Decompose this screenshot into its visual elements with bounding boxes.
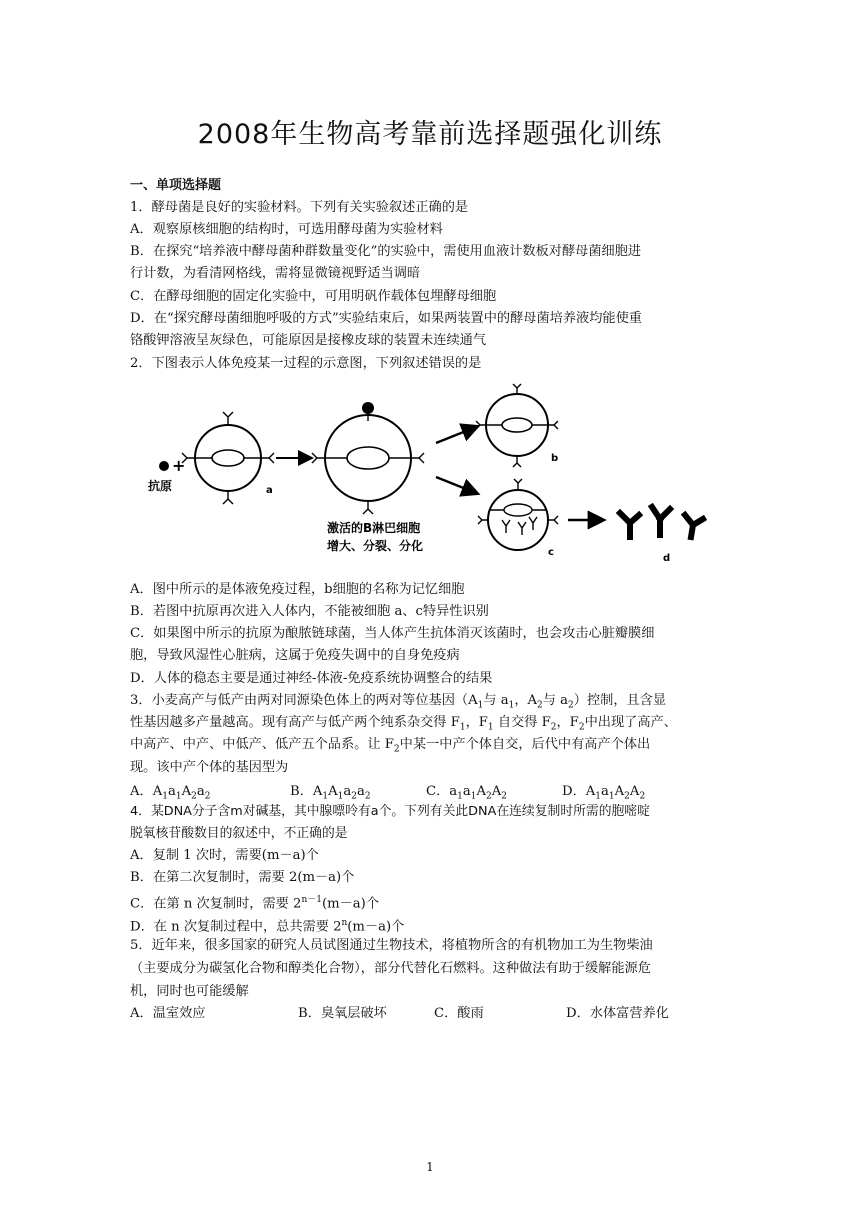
- q3-stem-line3: 中高产、中产、中低产、低产五个品系。让 $F_2$中某一中产个体自交，后代中有高产个体出: [130, 737, 651, 755]
- q5-stem-line2: （主要成分为碳氢化合物和醇类化合物），部分代替化石燃料。这种做法有助于缓解能源危: [130, 961, 651, 976]
- cell-c: [478, 479, 558, 550]
- svg-text:+: +: [172, 456, 186, 475]
- q5-stem-line1: 5．近年来，很多国家的研究人员试图通过生物技术，将植物所含的有机物加工为生物柴油: [130, 938, 653, 953]
- q1-option-a: A．观察原核细胞的结构时，可选用酵母菌为实验材料: [130, 222, 443, 237]
- label-a: a: [266, 485, 273, 496]
- q3-stem-line2: 性基因越多产量越高。现有高产与低产两个纯系杂交得 $F_1$，$F_1$ 自交得 $F_2$，$F_2$中出现了高产、: [130, 715, 677, 733]
- q1-option-b-line2: 行计数，为看清网格线，需将显微镜视野适当调暗: [130, 266, 421, 281]
- q1-stem: 1．酵母菌是良好的实验材料。下列有关实验叙述正确的是: [130, 200, 469, 215]
- antibodies: [620, 507, 703, 537]
- q4-stem-line2: 脱氧核苷酸数目的叙述中，不正确的是: [130, 826, 348, 841]
- q5-option-b: B．臭氧层破坏: [298, 1006, 387, 1021]
- q3-option-a: A．$A_1a_1A_2a_2$: [130, 784, 211, 802]
- q4-option-d: D．在 n 次复制过程中，总共需要 $2^n(m-a)$个: [130, 918, 405, 935]
- activated-b-cell: [312, 402, 424, 514]
- q4-stem-line1: 4．某DNA分子含m对碱基，其中腺嘌呤有a个。下列有关此DNA在连续复制时所需的胞嘧啶: [130, 804, 650, 819]
- page-number: 1: [426, 1160, 434, 1174]
- q3-option-d: D．$A_1a_1A_2A_2$: [562, 784, 646, 802]
- q5-option-d: D．水体富营养化: [566, 1006, 669, 1021]
- q5-option-c: C．酸雨: [434, 1006, 484, 1021]
- q5-stem-line3: 机，同时也可能缓解: [130, 984, 249, 999]
- q2-stem: 2．下图表示人体免疫某一过程的示意图，下列叙述错误的是: [130, 356, 482, 371]
- label-b: b: [551, 453, 559, 464]
- caption-line1: 激活的B淋巴细胞: [327, 521, 421, 535]
- q2-option-a: A．图中所示的是体液免疫过程，b细胞的名称为记忆细胞: [130, 582, 465, 597]
- q5-options: [130, 1003, 730, 1025]
- caption-line2: 增大、分裂、分化: [327, 539, 424, 553]
- q4-option-c: C．在第 n 次复制时，需要 $2^{n-1}(m-a)$个: [130, 895, 380, 912]
- label-c: c: [548, 547, 554, 558]
- q5-option-a: A．温室效应: [130, 1006, 206, 1021]
- q3-stem-line4: 现。该中产个体的基因型为: [130, 760, 289, 775]
- section-heading: 一、单项选择题: [130, 178, 222, 193]
- antigen-dot: [159, 461, 169, 471]
- cell-a: [182, 412, 274, 504]
- cell-b: [476, 384, 558, 467]
- q2-option-d: D．人体的稳态主要是通过神经-体液-免疫系统协调整合的结果: [130, 671, 493, 686]
- q1-option-b-line1: B．在探究“培养液中酵母菌种群数量变化”的实验中，需使用血液计数板对酵母菌细胞进: [130, 244, 642, 259]
- q2-option-c-line1: C．如果图中所示的抗原为酿脓链球菌，当人体产生抗体消灭该菌时，也会攻击心脏瓣膜细: [130, 626, 655, 641]
- q4-option-b: B．在第二次复制时，需要 2(m－a)个: [130, 870, 355, 885]
- immune-process-diagram: [130, 383, 730, 575]
- q3-option-b: B．$A_1A_1a_2a_2$: [290, 784, 371, 802]
- q2-option-c-line2: 胞，导致风湿性心脏病，这属于免疫失调中的自身免疫病: [130, 648, 460, 663]
- q3-option-c: C．$a_1a_1A_2A_2$: [426, 784, 508, 802]
- page-title: 2008年生物高考靠前选择题强化训练: [197, 119, 663, 150]
- antigen-label: 抗原: [148, 479, 173, 493]
- q3-stem-line1: 3．小麦高产与低产由两对同源染色体上的两对等位基因（$A_1$与 $a_1$，$A_2$与 $a_2$）控制，且含显: [130, 693, 667, 711]
- q1-option-c: C．在酵母细胞的固定化实验中，可用明矾作载体包埋酵母细胞: [130, 289, 497, 304]
- q2-option-b: B．若图中抗原再次进入人体内，不能被细胞 a、c特异性识别: [130, 604, 489, 619]
- q1-option-d-line2: 铬酸钾溶液呈灰绿色，可能原因是接橡皮球的装置未连续通气: [130, 333, 487, 348]
- label-d: d: [663, 553, 671, 564]
- q1-option-d-line1: D．在“探究酵母菌细胞呼吸的方式”实验结束后，如果两装置中的酵母菌培养液均能使重: [130, 311, 642, 326]
- q4-option-a: A．复制 1 次时，需要(m－a)个: [130, 848, 319, 863]
